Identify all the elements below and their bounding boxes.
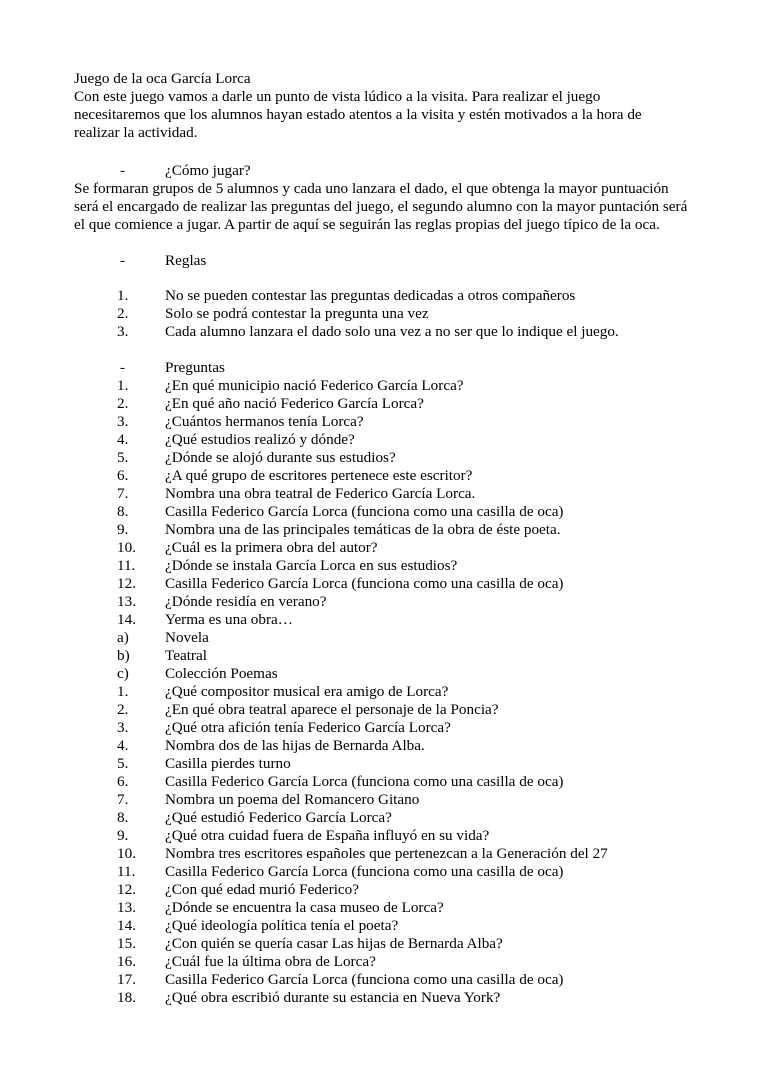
rule-item bbox=[0, 323, 768, 341]
item-text: Casilla Federico García Lorca (funciona como una casilla de oca) bbox=[165, 575, 564, 592]
question-item bbox=[0, 485, 768, 503]
item-text: ¿Dónde residía en verano? bbox=[165, 593, 327, 610]
item-number: 1. bbox=[117, 683, 129, 700]
rule-item bbox=[0, 287, 768, 305]
questions-list bbox=[0, 377, 768, 1007]
question-item bbox=[0, 827, 768, 845]
question-item bbox=[0, 755, 768, 773]
item-number: 11. bbox=[117, 863, 136, 880]
questions-heading: Preguntas bbox=[165, 359, 225, 376]
question-item bbox=[0, 557, 768, 575]
list-marker: - bbox=[120, 252, 126, 269]
item-number: 9. bbox=[117, 827, 129, 844]
item-text: Cada alumno lanzara el dado solo una vez a no ser que lo indique el juego. bbox=[165, 323, 619, 340]
item-text: Teatral bbox=[165, 647, 207, 664]
item-number: 6. bbox=[117, 467, 129, 484]
item-text: ¿Cuántos hermanos tenía Lorca? bbox=[165, 413, 364, 430]
item-number: 4. bbox=[117, 737, 129, 754]
question-item bbox=[0, 719, 768, 737]
question-item bbox=[0, 863, 768, 881]
how-to-play-heading-row bbox=[0, 162, 768, 180]
list-marker: - bbox=[120, 162, 126, 179]
item-number: 1. bbox=[117, 287, 129, 304]
intro-paragraph: Con este juego vamos a darle un punto de vista lúdico a la visita. Para realizar el juego necesitaremos que los alumnos hayan estado atentos a la visita y estén motivados a la hora de realizar la actividad. bbox=[74, 88, 642, 141]
item-text: ¿Qué estudió Federico García Lorca? bbox=[165, 809, 392, 826]
item-text: ¿Dónde se alojó durante sus estudios? bbox=[165, 449, 396, 466]
question-item bbox=[0, 467, 768, 485]
item-number: 3. bbox=[117, 413, 129, 430]
question-item bbox=[0, 377, 768, 395]
question-item bbox=[0, 521, 768, 539]
item-number: 11. bbox=[117, 557, 136, 574]
item-number: 8. bbox=[117, 503, 129, 520]
item-number: 15. bbox=[117, 935, 136, 952]
item-text: Nombra una de las principales temáticas de la obra de éste poeta. bbox=[165, 521, 561, 538]
item-text: Nombra un poema del Romancero Gitano bbox=[165, 791, 420, 808]
question-item bbox=[0, 845, 768, 863]
rule-item bbox=[0, 305, 768, 323]
item-text: Solo se podrá contestar la pregunta una vez bbox=[165, 305, 429, 322]
rules-heading-row bbox=[0, 252, 768, 270]
question-item bbox=[0, 593, 768, 611]
how-to-play-paragraph: Se formaran grupos de 5 alumnos y cada uno lanzara el dado, el que obtenga la mayor puntuación será el encargado de realizar las preguntas del juego, el segundo alumno con la mayor puntación será el que comience a jugar. A partir de aquí se seguirán las reglas propias del juego típico de la oca. bbox=[74, 180, 688, 233]
item-number: 2. bbox=[117, 701, 129, 718]
item-text: ¿A qué grupo de escritores pertenece este escritor? bbox=[165, 467, 473, 484]
item-text: ¿Dónde se instala García Lorca en sus estudios? bbox=[165, 557, 458, 574]
question-item bbox=[0, 629, 768, 647]
item-number: c) bbox=[117, 665, 129, 682]
question-item bbox=[0, 503, 768, 521]
question-item bbox=[0, 953, 768, 971]
question-item bbox=[0, 971, 768, 989]
item-text: Casilla Federico García Lorca (funciona como una casilla de oca) bbox=[165, 863, 564, 880]
list-marker: - bbox=[120, 359, 126, 376]
item-number: 1. bbox=[117, 377, 129, 394]
item-text: Casilla Federico García Lorca (funciona como una casilla de oca) bbox=[165, 971, 564, 988]
item-text: ¿Qué otra afición tenía Federico García Lorca? bbox=[165, 719, 451, 736]
item-number: 14. bbox=[117, 917, 136, 934]
how-to-play-heading: ¿Cómo jugar? bbox=[165, 162, 251, 179]
item-number: 14. bbox=[117, 611, 136, 628]
item-text: ¿Qué estudios realizó y dónde? bbox=[165, 431, 355, 448]
question-item bbox=[0, 449, 768, 467]
item-text: ¿Con qué edad murió Federico? bbox=[165, 881, 359, 898]
question-item bbox=[0, 791, 768, 809]
item-text: Colección Poemas bbox=[165, 665, 278, 682]
item-number: 2. bbox=[117, 395, 129, 412]
item-text: ¿Qué ideología política tenía el poeta? bbox=[165, 917, 399, 934]
question-item bbox=[0, 665, 768, 683]
item-text: ¿Qué obra escribió durante su estancia en Nueva York? bbox=[165, 989, 501, 1006]
item-text: Novela bbox=[165, 629, 209, 646]
question-item bbox=[0, 935, 768, 953]
item-number: 8. bbox=[117, 809, 129, 826]
item-number: 13. bbox=[117, 593, 136, 610]
question-item bbox=[0, 611, 768, 629]
question-item bbox=[0, 413, 768, 431]
item-text: ¿En qué año nació Federico García Lorca? bbox=[165, 395, 424, 412]
questions-heading-row bbox=[0, 359, 768, 377]
question-item bbox=[0, 575, 768, 593]
item-text: ¿Qué otra cuidad fuera de España influyó en su vida? bbox=[165, 827, 490, 844]
item-number: 13. bbox=[117, 899, 136, 916]
item-number: b) bbox=[117, 647, 130, 664]
item-number: 3. bbox=[117, 323, 129, 340]
item-text: ¿Qué compositor musical era amigo de Lorca? bbox=[165, 683, 449, 700]
item-text: Casilla Federico García Lorca (funciona como una casilla de oca) bbox=[165, 773, 564, 790]
item-text: No se pueden contestar las preguntas dedicadas a otros compañeros bbox=[165, 287, 576, 304]
item-text: ¿En qué municipio nació Federico García Lorca? bbox=[165, 377, 464, 394]
item-number: 16. bbox=[117, 953, 136, 970]
item-text: ¿En qué obra teatral aparece el personaje de la Poncia? bbox=[165, 701, 499, 718]
question-item bbox=[0, 989, 768, 1007]
item-number: 7. bbox=[117, 791, 129, 808]
item-number: 18. bbox=[117, 989, 136, 1006]
item-text: ¿Cuál fue la última obra de Lorca? bbox=[165, 953, 376, 970]
question-item bbox=[0, 773, 768, 791]
question-item bbox=[0, 809, 768, 827]
question-item bbox=[0, 881, 768, 899]
item-number: 7. bbox=[117, 485, 129, 502]
item-number: a) bbox=[117, 629, 129, 646]
item-number: 12. bbox=[117, 881, 136, 898]
item-number: 9. bbox=[117, 521, 129, 538]
item-number: 12. bbox=[117, 575, 136, 592]
item-number: 3. bbox=[117, 719, 129, 736]
item-number: 10. bbox=[117, 539, 136, 556]
question-item bbox=[0, 899, 768, 917]
item-number: 4. bbox=[117, 431, 129, 448]
item-text: ¿Con quién se quería casar Las hijas de Bernarda Alba? bbox=[165, 935, 503, 952]
question-item bbox=[0, 395, 768, 413]
item-text: Casilla Federico García Lorca (funciona como una casilla de oca) bbox=[165, 503, 564, 520]
question-item bbox=[0, 431, 768, 449]
item-text: Yerma es una obra… bbox=[165, 611, 293, 628]
item-text: Nombra dos de las hijas de Bernarda Alba. bbox=[165, 737, 425, 754]
item-number: 2. bbox=[117, 305, 129, 322]
item-number: 17. bbox=[117, 971, 136, 988]
question-item bbox=[0, 647, 768, 665]
item-number: 5. bbox=[117, 755, 129, 772]
question-item bbox=[0, 701, 768, 719]
item-text: ¿Cuál es la primera obra del autor? bbox=[165, 539, 378, 556]
question-item bbox=[0, 539, 768, 557]
question-item bbox=[0, 683, 768, 701]
item-text: ¿Dónde se encuentra la casa museo de Lorca? bbox=[165, 899, 444, 916]
rules-list bbox=[0, 287, 768, 341]
item-number: 5. bbox=[117, 449, 129, 466]
item-text: Nombra una obra teatral de Federico García Lorca. bbox=[165, 485, 476, 502]
document-title: Juego de la oca García Lorca bbox=[74, 70, 251, 87]
item-number: 10. bbox=[117, 845, 136, 862]
item-text: Casilla pierdes turno bbox=[165, 755, 291, 772]
rules-heading: Reglas bbox=[165, 252, 207, 269]
question-item bbox=[0, 737, 768, 755]
item-number: 6. bbox=[117, 773, 129, 790]
item-text: Nombra tres escritores españoles que pertenezcan a la Generación del 27 bbox=[165, 845, 608, 862]
question-item bbox=[0, 917, 768, 935]
